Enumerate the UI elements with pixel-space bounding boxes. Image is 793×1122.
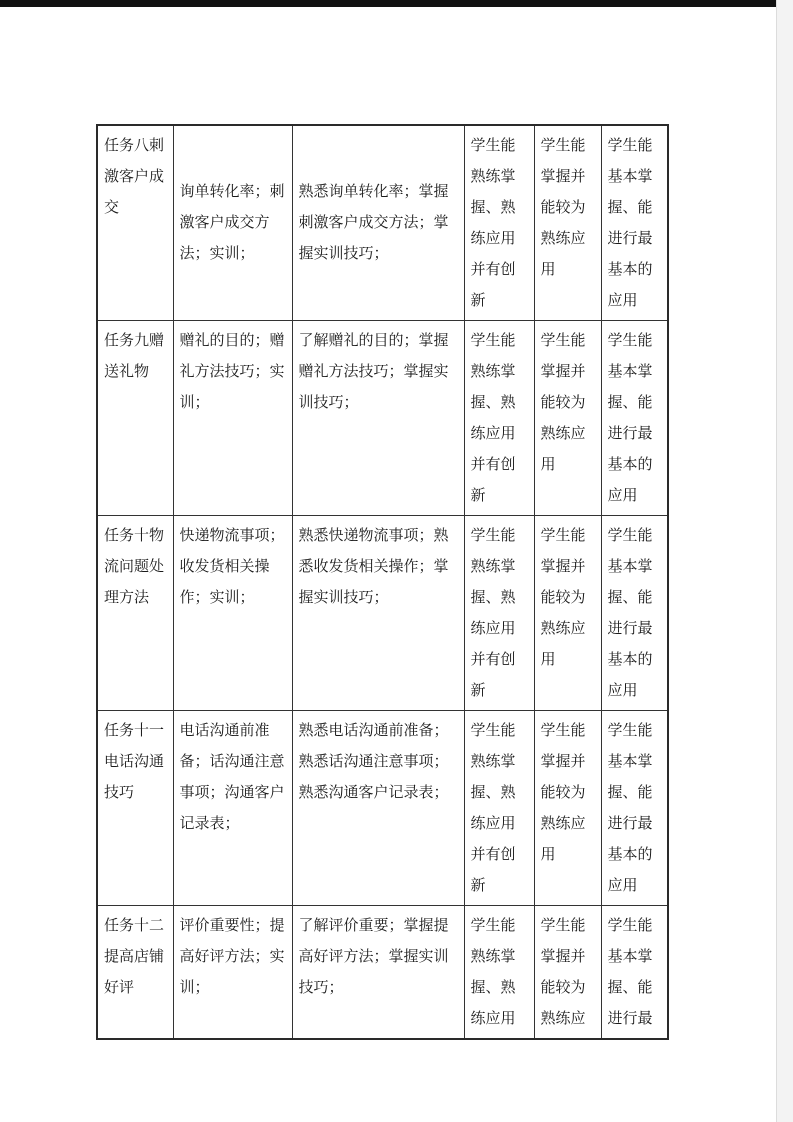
- content-cell: 评价重要性；提高好评方法；实训；: [173, 906, 292, 1040]
- level-excellent-cell: 学生能熟练掌握、熟练应用并有创新: [464, 516, 534, 711]
- table-row: [97, 125, 668, 321]
- level-good-cell: 学生能掌握并能较为熟练应用: [534, 321, 601, 516]
- goal-cell: 熟悉快递物流事项；熟悉收发货相关操作；掌握实训技巧；: [292, 516, 464, 711]
- level-pass-cell: 学生能基本掌握、能进行最基本的应用: [601, 321, 668, 516]
- level-good-cell: 学生能掌握并能较为熟练应用: [534, 516, 601, 711]
- level-excellent-cell: 学生能熟练掌握、熟练应用并有创新: [464, 321, 534, 516]
- content-cell: 电话沟通前准备；话沟通注意事项；沟通客户记录表；: [173, 711, 292, 906]
- table-row: [97, 321, 668, 516]
- content-cell: 快递物流事项；收发货相关操作；实训；: [173, 516, 292, 711]
- content-cell: 询单转化率；刺激客户成交方法；实训；: [173, 125, 292, 321]
- level-good-cell: 学生能掌握并能较为熟练应: [534, 906, 601, 1040]
- level-pass-cell: 学生能基本掌握、能进行最基本的应用: [601, 125, 668, 321]
- level-pass-cell: 学生能基本掌握、能进行最基本的应用: [601, 711, 668, 906]
- goal-cell: 熟悉电话沟通前准备；熟悉话沟通注意事项；熟悉沟通客户记录表；: [292, 711, 464, 906]
- scan-top-border: [0, 0, 776, 7]
- task-name-cell: 任务十物流问题处理方法: [97, 516, 173, 711]
- table-row: [97, 906, 668, 1040]
- goal-cell: 了解赠礼的目的；掌握赠礼方法技巧；掌握实训技巧；: [292, 321, 464, 516]
- task-name-cell: 任务九赠送礼物: [97, 321, 173, 516]
- goal-cell: 熟悉询单转化率；掌握刺激客户成交方法；掌握实训技巧；: [292, 125, 464, 321]
- table-row: [97, 516, 668, 711]
- goal-cell: 了解评价重要；掌握提高好评方法；掌握实训技巧；: [292, 906, 464, 1040]
- course-task-table: [96, 124, 669, 1040]
- task-name-cell: 任务十二提高店铺好评: [97, 906, 173, 1040]
- table-row: [97, 711, 668, 906]
- task-name-cell: 任务八刺激客户成交: [97, 125, 173, 321]
- level-good-cell: 学生能掌握并能较为熟练应用: [534, 125, 601, 321]
- level-pass-cell: 学生能基本掌握、能进行最: [601, 906, 668, 1040]
- level-pass-cell: 学生能基本掌握、能进行最基本的应用: [601, 516, 668, 711]
- level-good-cell: 学生能掌握并能较为熟练应用: [534, 711, 601, 906]
- task-name-cell: 任务十一电话沟通技巧: [97, 711, 173, 906]
- level-excellent-cell: 学生能熟练掌握、熟练应用并有创新: [464, 125, 534, 321]
- level-excellent-cell: 学生能熟练掌握、熟练应用并有创新: [464, 711, 534, 906]
- scan-right-edge: [776, 0, 793, 1122]
- content-cell: 赠礼的目的；赠礼方法技巧；实训；: [173, 321, 292, 516]
- level-excellent-cell: 学生能熟练掌握、熟练应用: [464, 906, 534, 1040]
